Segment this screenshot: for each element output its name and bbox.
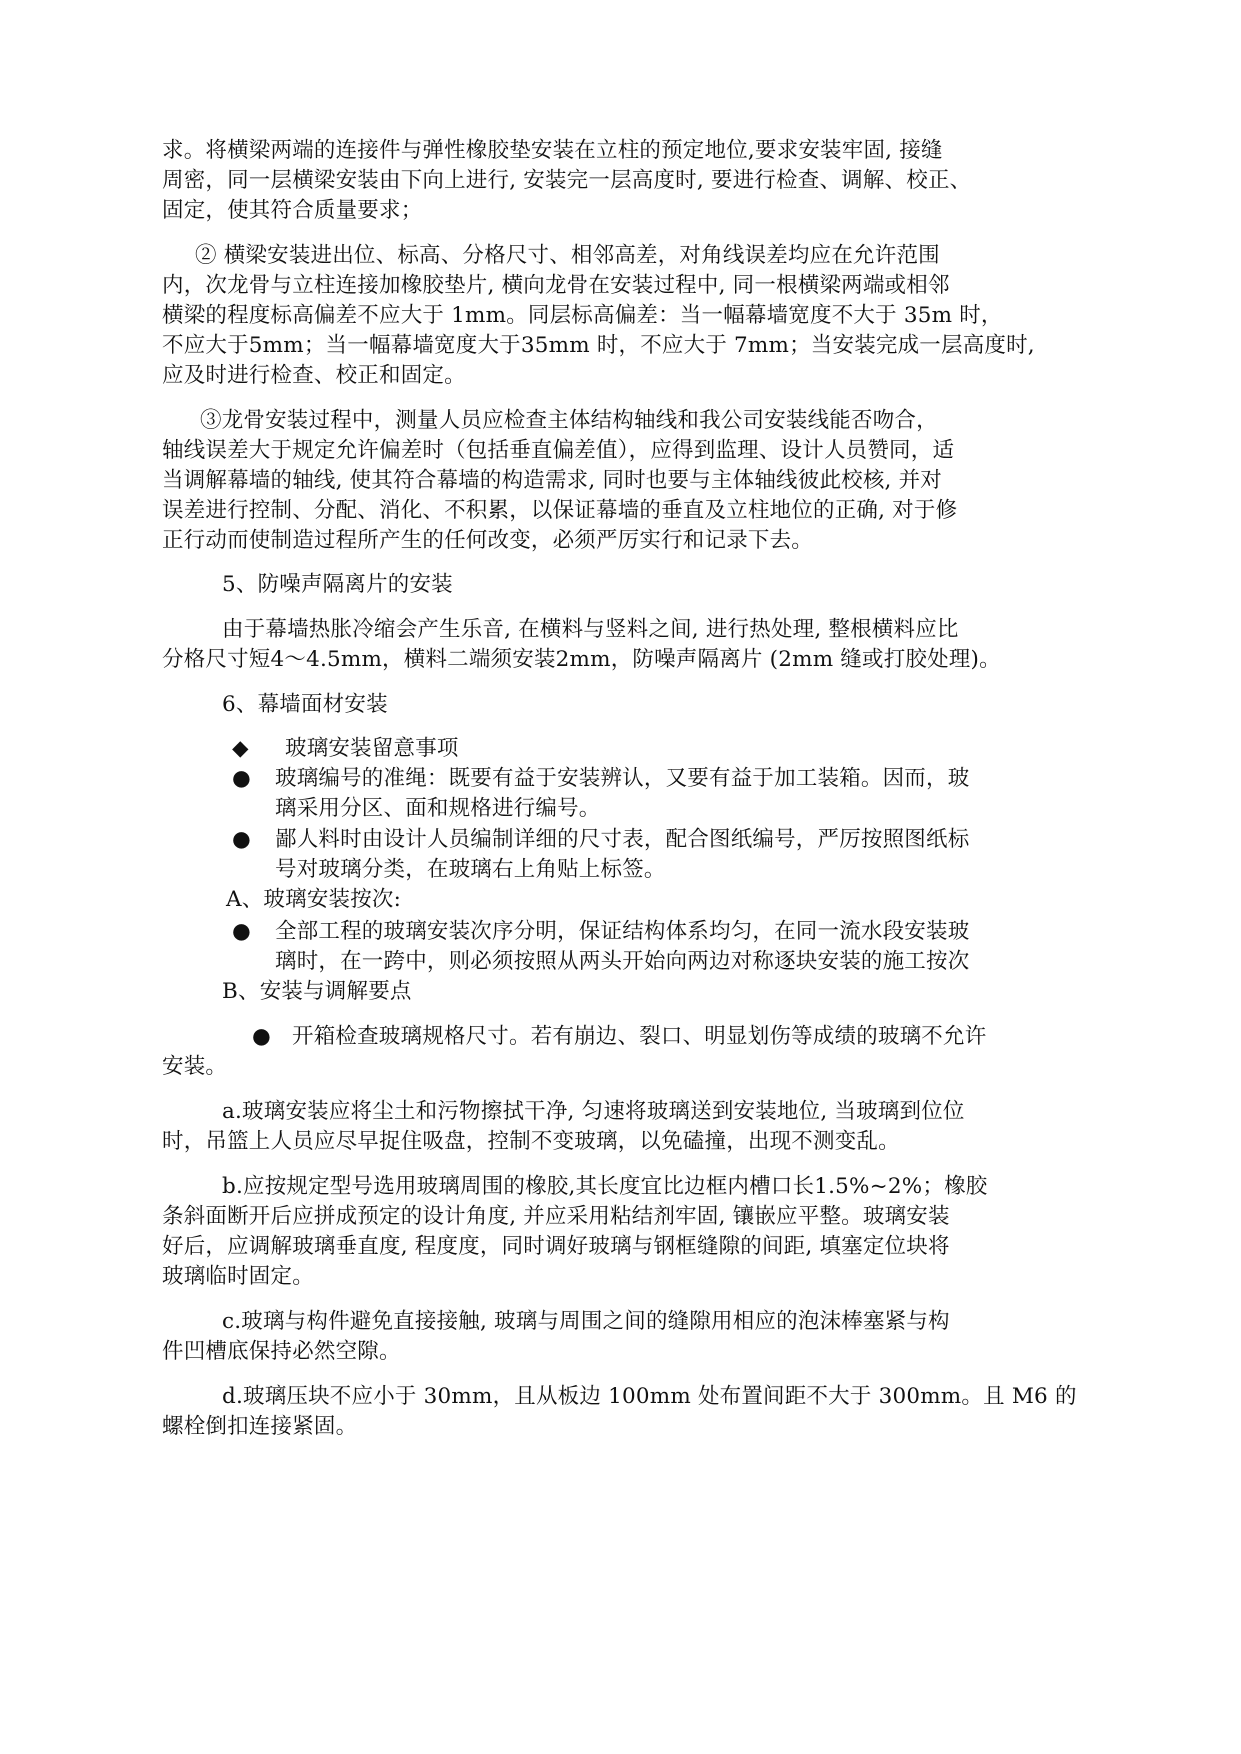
- bullet-4-line-2: 安装。: [162, 1054, 228, 1079]
- bullet-4-line-1: 开箱检查玻璃规格尺寸。若有崩边、裂口、明显划伤等成绩的玻璃不允许: [292, 1024, 987, 1049]
- subheading-b: B、安装与调解要点: [222, 979, 412, 1004]
- p1-line-1: 求。将横梁两端的连接件与弹性橡胶垫安装在立柱的预定地位,要求安装牢固, 接缝: [162, 138, 943, 163]
- p1-line-3: 固定，使其符合质量要求；: [162, 198, 423, 223]
- bullet-4-icon: ●: [252, 1024, 271, 1049]
- pd-line-2: 螺栓倒扣连接紧固。: [162, 1414, 358, 1439]
- diamond-bullet-icon: ◆: [232, 736, 249, 761]
- p3-line-2: 轴线误差大于规定允许偏差时（包括垂直偏差值），应得到监理、设计人员赞同，适: [162, 438, 955, 463]
- bullet-2-line-1: 鄙人料时由设计人员编制详细的尺寸表，配合图纸编号，严厉按照图纸标: [275, 827, 970, 852]
- p3-line-5: 正行动而使制造过程所产生的任何改变，必须严厉实行和记录下去。: [162, 528, 814, 553]
- bullet-2-icon: ●: [232, 827, 251, 852]
- bullet-3-line-1: 全部工程的玻璃安装次序分明，保证结构体系均匀，在同一流水段安装玻: [275, 919, 970, 944]
- p2-line-3: 横梁的程度标高偏差不应大于 1mm。同层标高偏差：当一幅幕墙宽度不大于 35m 时，: [162, 303, 1003, 328]
- bullet-1-icon: ●: [232, 766, 251, 791]
- bullet-2-line-2: 号对玻璃分类，在玻璃右上角贴上标签。: [275, 857, 666, 882]
- bullet-1-line-2: 璃采用分区、面和规格进行编号。: [275, 796, 601, 821]
- pa-line-2: 时，吊篮上人员应尽早捉住吸盘，控制不变玻璃，以免磕撞，出现不测变乱。: [162, 1129, 900, 1154]
- section-heading-5: 5、防噪声隔离片的安装: [222, 572, 453, 597]
- p2-line-2: 内，次龙骨与立柱连接加橡胶垫片, 横向龙骨在安装过程中, 同一根横梁两端或相邻: [162, 273, 950, 298]
- pc-line-1: c.玻璃与构件避免直接接触, 玻璃与周围之间的缝隙用相应的泡沫棒塞紧与构: [222, 1309, 950, 1334]
- diamond-item-text: 玻璃安装留意事项: [285, 736, 459, 761]
- bullet-3-icon: ●: [232, 919, 251, 944]
- p2-line-1: ② 横梁安装进出位、标高、分格尺寸、相邻高差，对角线误差均应在允许范围: [195, 243, 940, 268]
- subheading-a: A、玻璃安装按次:: [226, 887, 402, 912]
- pc-line-2: 件凹槽底保持必然空隙。: [162, 1339, 401, 1364]
- p3-line-1: ③龙骨安装过程中，测量人员应检查主体结构轴线和我公司安装线能否吻合，: [200, 408, 938, 433]
- p1-line-2: 周密，同一层横梁安装由下向上进行, 安装完一层高度时, 要进行检查、调解、校正、: [162, 168, 972, 193]
- p3-line-4: 误差进行控制、分配、消化、不积累，以保证幕墙的垂直及立柱地位的正确, 对于修: [162, 498, 958, 523]
- pa-line-1: a.玻璃安装应将尘土和污物擦拭干净, 匀速将玻璃送到安装地位, 当玻璃到位位: [222, 1099, 965, 1124]
- section-heading-6: 6、幕墙面材安装: [222, 692, 388, 717]
- pb-line-1: b.应按规定型号选用玻璃周围的橡胶,其长度宜比边框内槽口长1.5%~2%；橡胶: [222, 1174, 988, 1199]
- p2-line-4: 不应大于5mm；当一幅幕墙宽度大于35mm 时，不应大于 7mm；当安装完成一层高度时,: [162, 333, 1035, 358]
- pb-line-3: 好后，应调解玻璃垂直度, 程度度，同时调好玻璃与钢框缝隙的间距, 填塞定位块将: [162, 1234, 950, 1259]
- pb-line-4: 玻璃临时固定。: [162, 1264, 314, 1289]
- pb-line-2: 条斜面断开后应拼成预定的设计角度, 并应采用粘结剂牢固, 镶嵌应平整。玻璃安装: [162, 1204, 950, 1229]
- bullet-1-line-1: 玻璃编号的准绳：既要有益于安装辨认，又要有益于加工装箱。因而，玻: [275, 766, 970, 791]
- p4-line-2: 分格尺寸短4～4.5mm，横料二端须安装2mm，防噪声隔离片 (2mm 缝或打胶处理)。: [162, 647, 1001, 672]
- p3-line-3: 当调解幕墙的轴线, 使其符合幕墙的构造需求, 同时也要与主体轴线彼此校核, 并对: [162, 468, 943, 493]
- pd-line-1: d.玻璃压块不应小于 30mm，且从板边 100mm 处布置间距不大于 300mm。且 M6 的: [222, 1384, 1077, 1409]
- p4-line-1: 由于幕墙热胀冷缩会产生乐音, 在横料与竖料之间, 进行热处理, 整根横料应比: [222, 617, 959, 642]
- p2-line-5: 应及时进行检查、校正和固定。: [162, 363, 466, 388]
- bullet-3-line-2: 璃时，在一跨中，则必须按照从两头开始向两边对称逐块安装的施工按次: [275, 949, 970, 974]
